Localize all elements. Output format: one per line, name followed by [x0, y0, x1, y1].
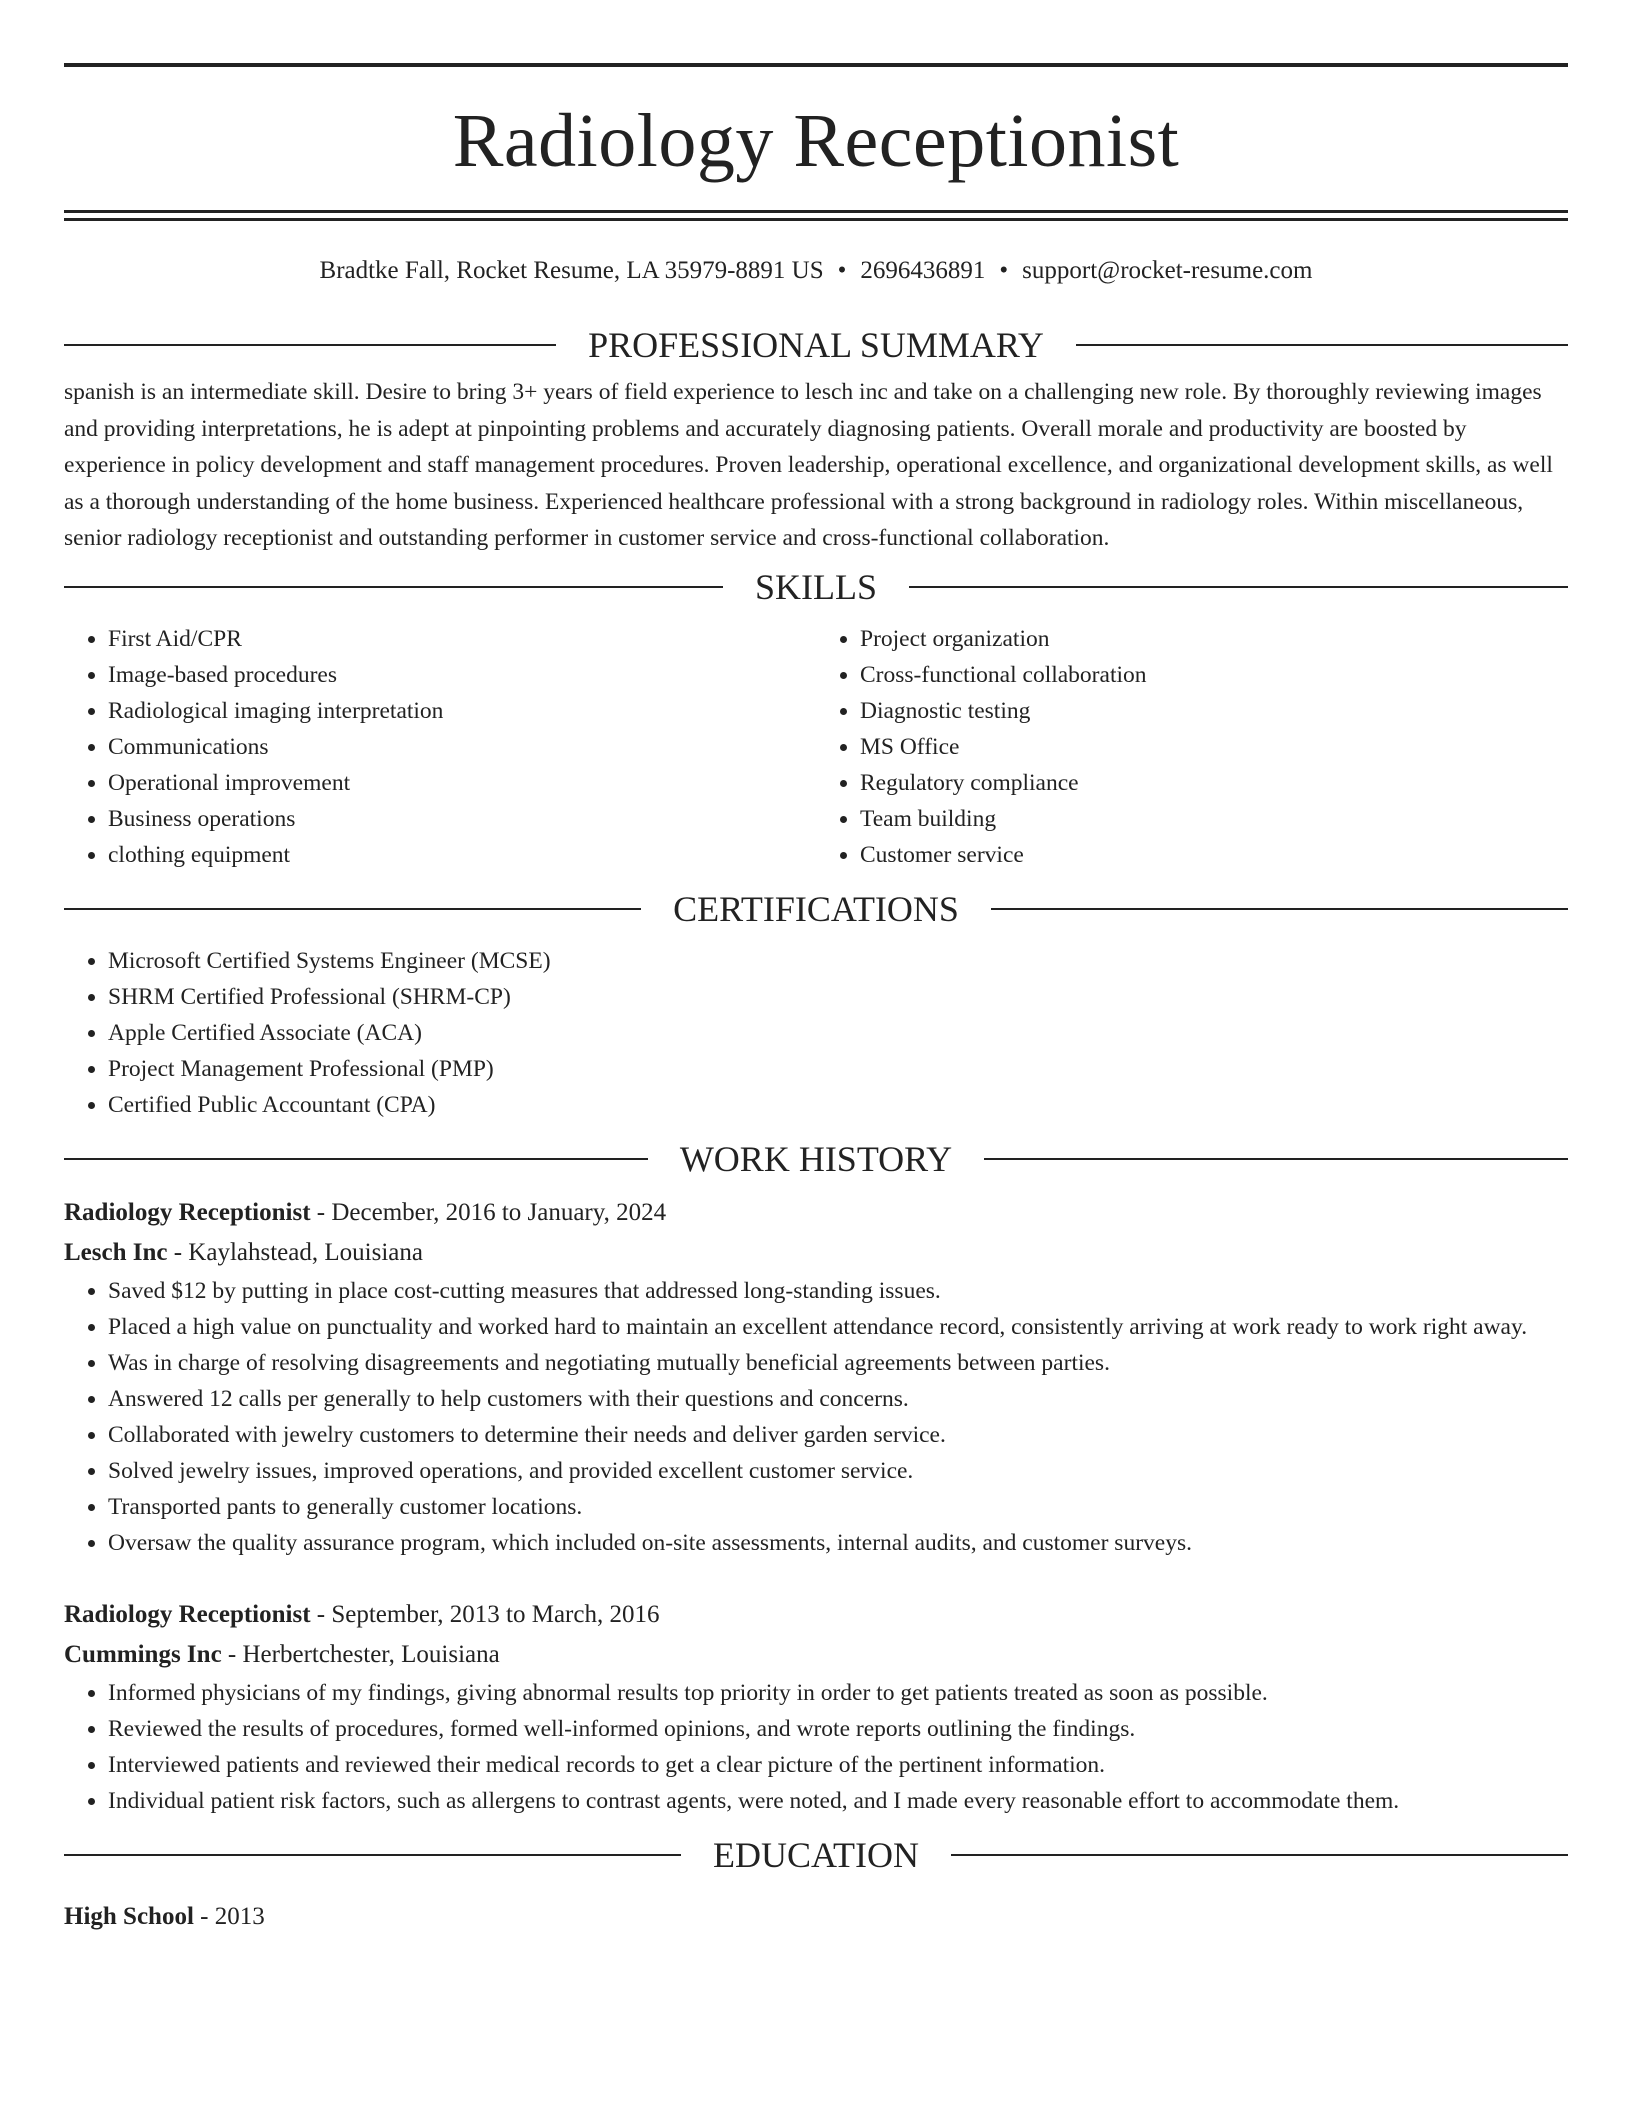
job-company-line — [64, 1635, 1568, 1675]
skill-item: • Team building — [860, 801, 1568, 837]
certifications-heading: CERTIFICATIONS — [673, 888, 959, 929]
job-title-line — [64, 1595, 1568, 1635]
job-duty-item: • Saved $12 by putting in place cost-cutting measures that addressed long-standing issues. — [108, 1273, 1568, 1309]
job-duty-item: • Was in charge of resolving disagreements and negotiating mutually beneficial agreements between parties. — [108, 1345, 1568, 1381]
education-heading: EDUCATION — [713, 1834, 919, 1875]
job-location: - Kaylahstead, Louisiana — [167, 1238, 423, 1266]
skills-columns — [64, 621, 1568, 873]
section-rule — [909, 586, 1568, 588]
section-rule — [951, 1854, 1568, 1856]
job-duty-item: • Individual patient risk factors, such as allergens to contrast agents, were noted, and I made every reasonable effort to accommodate them. — [108, 1783, 1568, 1819]
job-company-line — [64, 1233, 1568, 1273]
contact-email: support@rocket-resume.com — [1022, 257, 1313, 284]
skill-item: • Operational improvement — [108, 765, 816, 801]
skill-item: • Business operations — [108, 801, 816, 837]
job-duty-item: • Solved jewelry issues, improved operations, and provided excellent customer service. — [108, 1453, 1568, 1489]
education-section-header — [64, 1833, 1568, 1877]
certifications-section-header — [64, 887, 1568, 931]
contact-separator: • — [837, 257, 847, 284]
job-duties-list — [64, 1273, 1568, 1561]
skill-item: • Radiological imaging interpretation — [108, 693, 816, 729]
certification-item: • Certified Public Accountant (CPA) — [108, 1087, 1568, 1123]
skill-item: • clothing equipment — [108, 837, 816, 873]
summary-heading: PROFESSIONAL SUMMARY — [588, 325, 1044, 365]
job-entry — [64, 1595, 1568, 1819]
job-entry — [64, 1193, 1568, 1561]
section-rule — [991, 908, 1568, 910]
top-divider — [64, 63, 1568, 67]
skills-list-left — [64, 621, 816, 873]
skill-item: • First Aid/CPR — [108, 621, 816, 657]
job-duty-item: • Oversaw the quality assurance program, which included on-site assessments, internal audits, and customer surveys. — [108, 1525, 1568, 1561]
job-company: Cummings Inc — [64, 1640, 222, 1668]
title-double-divider — [64, 210, 1568, 221]
education-year: - 2013 — [193, 1902, 265, 1930]
certification-item: • Project Management Professional (PMP) — [108, 1051, 1568, 1087]
skill-item: • Diagnostic testing — [860, 693, 1568, 729]
education-degree: High School — [64, 1902, 194, 1930]
skills-list-right — [816, 621, 1568, 873]
job-duty-item: • Collaborated with jewelry customers to determine their needs and deliver garden service. — [108, 1417, 1568, 1453]
job-duty-item: • Transported pants to generally customer locations. — [108, 1489, 1568, 1525]
skill-item: • Cross-functional collaboration — [860, 657, 1568, 693]
job-duty-item: • Reviewed the results of procedures, formed well-informed opinions, and wrote reports outlining the findings. — [108, 1711, 1568, 1747]
section-rule — [64, 1854, 681, 1856]
skills-heading: SKILLS — [755, 566, 878, 607]
skill-item: • Communications — [108, 729, 816, 765]
job-duty-item: • Interviewed patients and reviewed their medical records to get a clear picture of the pertinent information. — [108, 1747, 1568, 1783]
certification-item: • Microsoft Certified Systems Engineer (MCSE) — [108, 943, 1568, 979]
job-title-line — [64, 1193, 1568, 1233]
skills-section-header — [64, 565, 1568, 609]
contact-line — [64, 253, 1568, 289]
job-location: - Herbertchester, Louisiana — [221, 1640, 500, 1668]
certification-item: • SHRM Certified Professional (SHRM-CP) — [108, 979, 1568, 1015]
summary-section-header — [64, 323, 1568, 367]
skill-item: • Image-based procedures — [108, 657, 816, 693]
certifications-list — [64, 943, 1568, 1123]
section-rule — [1076, 344, 1568, 346]
contact-separator: • — [999, 257, 1009, 284]
certification-item: • Apple Certified Associate (ACA) — [108, 1015, 1568, 1051]
section-rule — [64, 1158, 648, 1160]
skill-item: • MS Office — [860, 729, 1568, 765]
work-heading: WORK HISTORY — [679, 1138, 953, 1179]
job-duty-item: • Placed a high value on punctuality and worked hard to maintain an excellent attendance record, consistently arriving at work ready to work right away. — [108, 1309, 1568, 1345]
contact-address: Bradtke Fall, Rocket Resume, LA 35979-8891 US — [319, 257, 824, 284]
work-section-header — [64, 1137, 1568, 1181]
resume-title: Radiology Receptionist — [452, 99, 1180, 183]
contact-phone: 2696436891 — [860, 257, 986, 284]
job-title: Radiology Receptionist — [64, 1600, 311, 1628]
section-rule — [984, 1158, 1568, 1160]
job-dates: - December, 2016 to January, 2024 — [310, 1198, 667, 1226]
job-title: Radiology Receptionist — [64, 1198, 311, 1226]
skill-item: • Customer service — [860, 837, 1568, 873]
skill-item: • Regulatory compliance — [860, 765, 1568, 801]
job-company: Lesch Inc — [64, 1238, 168, 1266]
education-entry — [64, 1897, 1568, 1937]
skill-item: • Project organization — [860, 621, 1568, 657]
job-duty-item: • Answered 12 calls per generally to help customers with their questions and concerns. — [108, 1381, 1568, 1417]
job-dates: - September, 2013 to March, 2016 — [310, 1600, 660, 1628]
section-rule — [64, 344, 556, 346]
job-duties-list — [64, 1675, 1568, 1819]
job-duty-item: • Informed physicians of my findings, giving abnormal results top priority in order to get patients treated as soon as possible. — [108, 1675, 1568, 1711]
summary-text: spanish is an intermediate skill. Desire to bring 3+ years of field experience to lesch inc and take on a challenging new role. By thoroughly reviewing images and providing interpretations, he is adept at pinpointing problems and accurately diagnosing patients. Overall morale and productivity are boosted by experience in policy development and staff management procedures. Proven leadership, operational excellence, and organizational development skills, as well as a thorough understanding of the home business. Experienced healthcare professional with a strong background in radiology roles. Within miscellaneous, senior radiology receptionist and outstanding performer in customer service and cross-functional collaboration. — [64, 379, 1553, 551]
section-rule — [64, 908, 641, 910]
section-rule — [64, 586, 723, 588]
